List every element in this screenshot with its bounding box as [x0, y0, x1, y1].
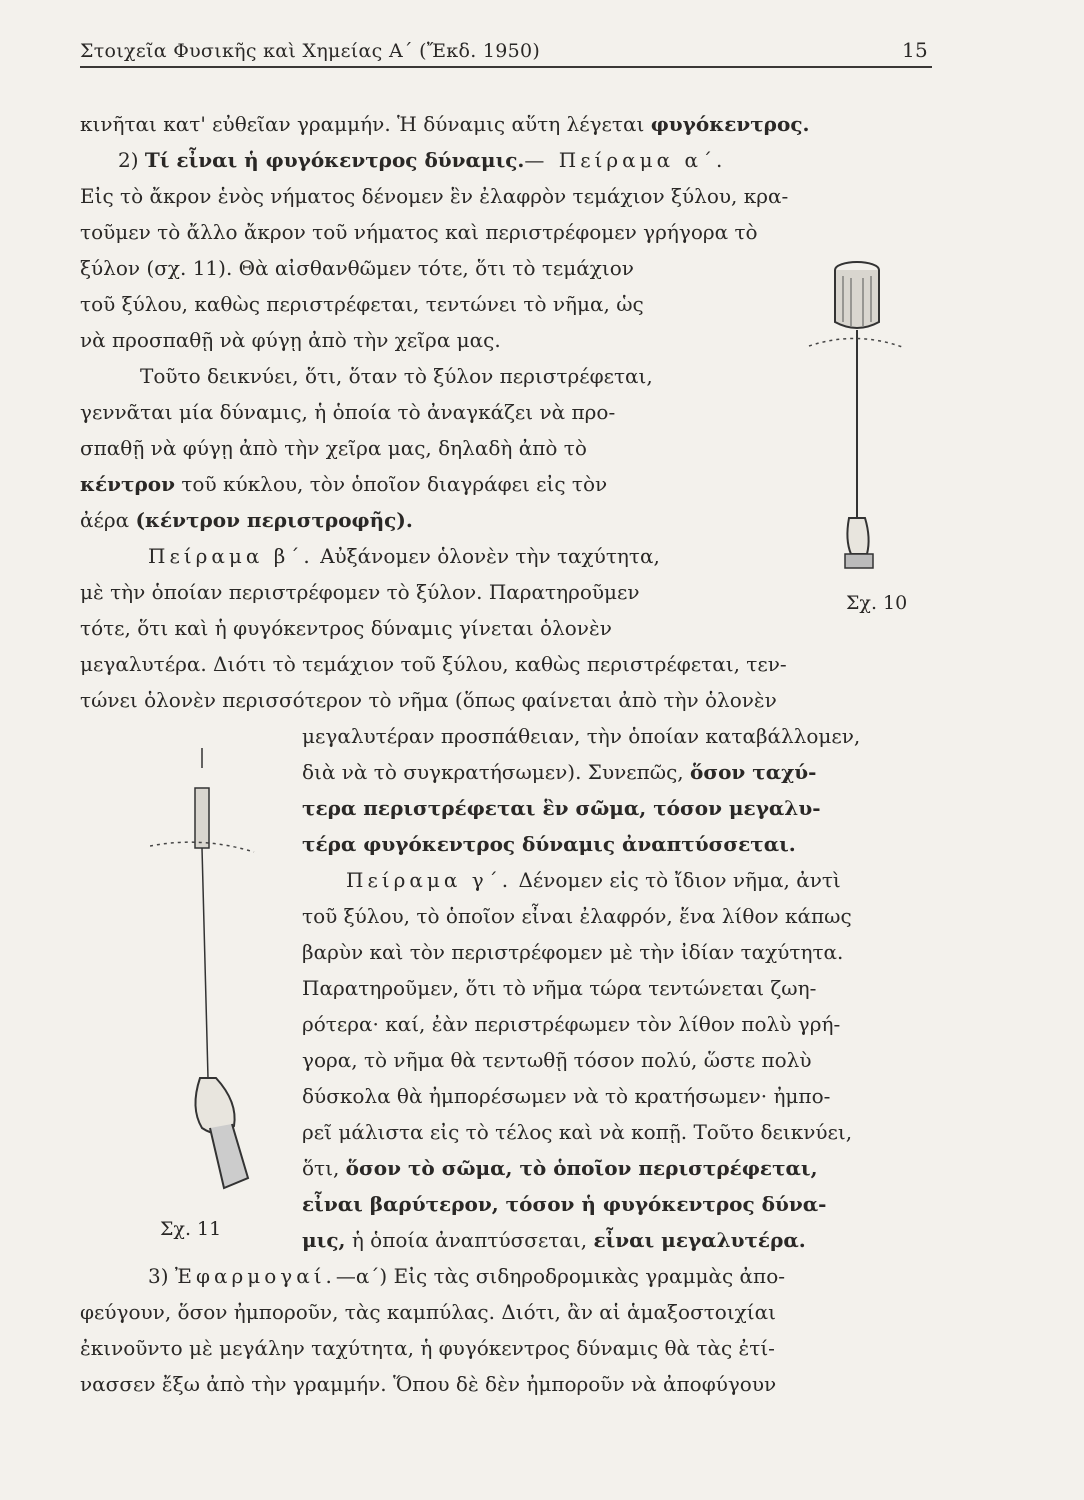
text-line: μεγαλυτέρα. Διότι τὸ τεμάχιον τοῦ ξύλου, καθὼς περιστρέφεται, τεν- — [80, 652, 787, 676]
text-line: Τοῦτο δεικνύει, ὅτι, ὅταν τὸ ξύλον περιστρέφεται, — [140, 364, 653, 388]
text-line: ἀέρα (κέντρον περιστροφῆς). — [80, 508, 413, 532]
text-line: μις, ἡ ὁποία ἀναπτύσσεται, εἶναι μεγαλυτέρα. — [302, 1228, 806, 1252]
text-line: δύσκολα θὰ ἠμπορέσωμεν νὰ τὸ κρατήσωμεν· ἠμπο- — [302, 1084, 831, 1108]
figure-10-illustration — [805, 250, 925, 590]
text-line: Πείραμα β΄. Αὐξάνομεν ὁλονὲν τὴν ταχύτητα, — [148, 544, 660, 568]
figure-10-caption: Σχ. 10 — [846, 592, 908, 614]
section-heading: 2) Τί εἶναι ἡ φυγόκεντρος δύναμις.— Πείραμα α΄. — [118, 148, 727, 172]
text-line: νασσεν ἔξω ἀπὸ τὴν γραμμήν. Ὅπου δὲ δὲν ἠμποροῦν νὰ ἀποφύγουν — [80, 1372, 777, 1396]
text-line: ἐκινοῦντο μὲ μεγάλην ταχύτητα, ἡ φυγόκεντρος δύναμις θὰ τὰς ἐτί- — [80, 1336, 775, 1360]
text-line: ὅτι, ὅσον τὸ σῶμα, τὸ ὁποῖον περιστρέφεται, — [302, 1156, 818, 1180]
text-line: τότε, ὅτι καὶ ἡ φυγόκεντρος δύναμις γίνεται ὁλονὲν — [80, 616, 612, 640]
text-line: σπαθῇ νὰ φύγῃ ἀπὸ τὴν χεῖρα μας, δηλαδὴ ἀπὸ τὸ — [80, 436, 587, 460]
text-line: ξύλον (σχ. 11). Θὰ αἰσθανθῶμεν τότε, ὅτι τὸ τεμάχιον — [80, 256, 634, 280]
text-line: μεγαλυτέραν προσπάθειαν, τὴν ὁποίαν καταβάλλομεν, — [302, 724, 861, 748]
text-line: τοῦ ξύλου, καθὼς περιστρέφεται, τεντώνει τὸ νῆμα, ὡς — [80, 292, 644, 316]
text-line: διὰ νὰ τὸ συγκρατήσωμεν). Συνεπῶς, ὅσον ταχύ- — [302, 760, 817, 784]
section-heading: 3) Ἐφαρμογαί.—α΄) Εἰς τὰς σιδηροδρομικὰς γραμμὰς ἀπο- — [148, 1264, 786, 1288]
text-line: ρεῖ μάλιστα εἰς τὸ τέλος καὶ νὰ κοπῇ. Τοῦτο δεικνύει, — [302, 1120, 853, 1144]
text-line: φεύγουν, ὅσον ἠμποροῦν, τὰς καμπύλας. Διότι, ἂν αἱ ἁμαξοστοιχίαι — [80, 1300, 776, 1324]
text-line: τοῦμεν τὸ ἄλλο ἄκρον τοῦ νήματος καὶ περιστρέφομεν γρήγορα τὸ — [80, 220, 758, 244]
text-line: τέρα φυγόκεντρος δύναμις ἀναπτύσσεται. — [302, 832, 796, 856]
text-line: μὲ τὴν ὁποίαν περιστρέφομεν τὸ ξύλον. Παρατηροῦμεν — [80, 580, 640, 604]
text-line: νὰ προσπαθῇ νὰ φύγῃ ἀπὸ τὴν χεῖρα μας. — [80, 328, 501, 352]
text-line: εἶναι βαρύτερον, τόσον ἡ φυγόκεντρος δύνα- — [302, 1192, 827, 1216]
running-header — [80, 32, 932, 68]
text-line: Πείραμα γ΄. Δένομεν εἰς τὸ ἴδιον νῆμα, ἀντὶ — [346, 868, 841, 892]
text-line: γεννᾶται μία δύναμις, ἡ ὁποία τὸ ἀναγκάζει νὰ προ- — [80, 400, 616, 424]
figure-11-caption: Σχ. 11 — [160, 1218, 222, 1240]
text-line: τώνει ὁλονὲν περισσότερον τὸ νῆμα (ὅπως φαίνεται ἀπὸ τὴν ὁλονὲν — [80, 688, 777, 712]
text-line: κινῆται κατ' εὐθεῖαν γραμμήν. Ἡ δύναμις αὕτη λέγεται φυγόκεντρος. — [80, 112, 810, 136]
text-line: κέντρον τοῦ κύκλου, τὸν ὁποῖον διαγράφει εἰς τὸν — [80, 472, 608, 496]
book-title: Στοιχεῖα Φυσικῆς καὶ Χημείας Α΄ (Ἔκδ. 1950) — [80, 40, 541, 62]
page-number: 15 — [901, 38, 928, 62]
text-line: τοῦ ξύλου, τὸ ὁποῖον εἶναι ἐλαφρόν, ἕνα λίθον κάπως — [302, 904, 852, 928]
text-line: Εἰς τὸ ἄκρον ἑνὸς νήματος δένομεν ἓν ἐλαφρὸν τεμάχιον ξύλου, κρα- — [80, 184, 789, 208]
text-line: ρότερα· καί, ἐὰν περιστρέφωμεν τὸν λίθον πολὺ γρή- — [302, 1012, 841, 1036]
text-line: γορα, τὸ νῆμα θὰ τεντωθῇ τόσον πολύ, ὥστε πολὺ — [302, 1048, 812, 1072]
text-line: τερα περιστρέφεται ἓν σῶμα, τόσον μεγαλυ- — [302, 796, 821, 820]
text-line: βαρὺν καὶ τὸν περιστρέφομεν μὲ τὴν ἰδίαν ταχύτητα. — [302, 940, 844, 964]
text-line: Παρατηροῦμεν, ὅτι τὸ νῆμα τώρα τεντώνεται ζωη- — [302, 976, 817, 1000]
figure-11-illustration — [150, 748, 280, 1208]
